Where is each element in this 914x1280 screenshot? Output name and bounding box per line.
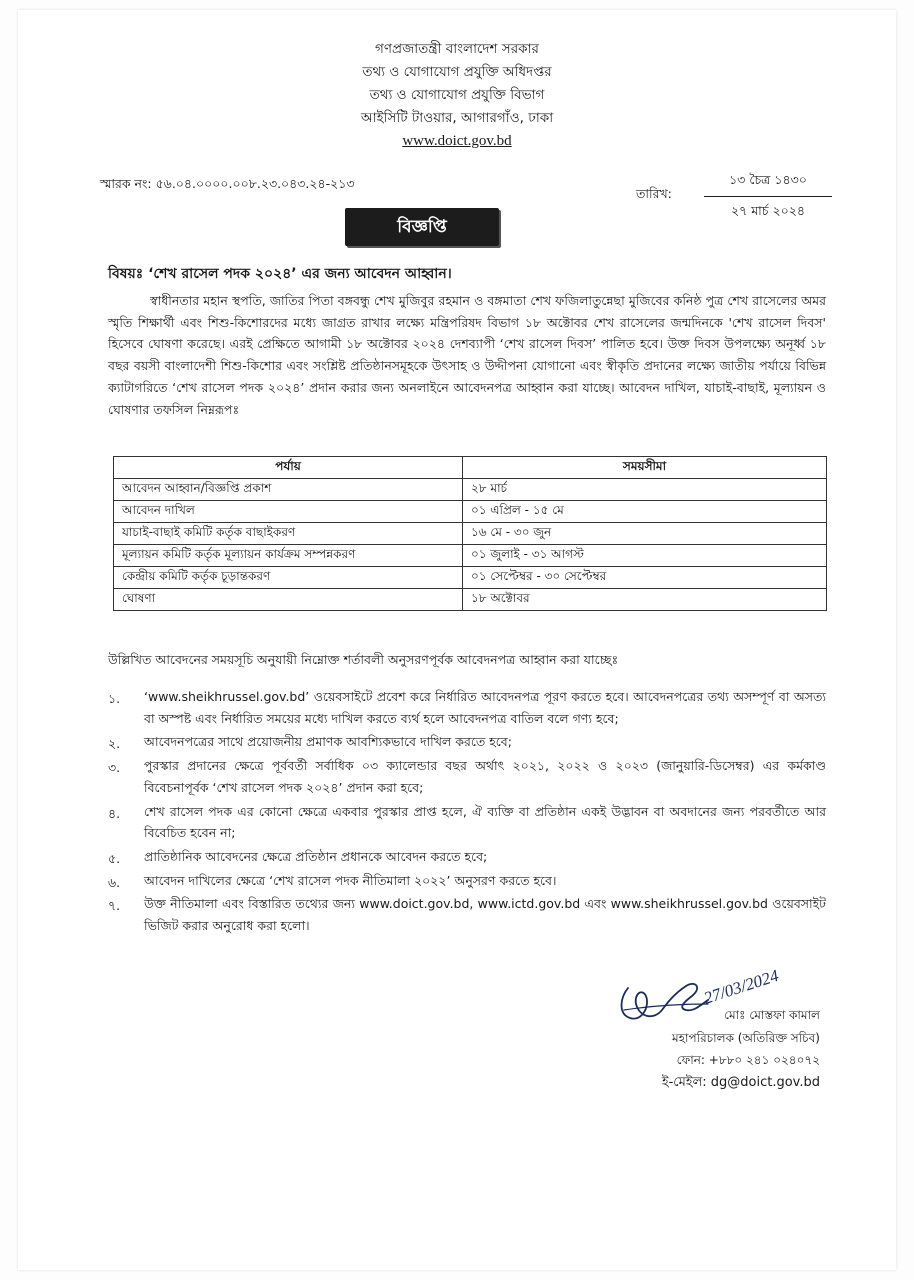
list-item bbox=[108, 870, 826, 892]
condition-text: ‘www.sheikhrussel.gov.bd’ ওয়েবসাইটে প্রবেশ করে নির্ধারিত আবেদনপত্র পূরণ করতে হবে। আবেদনপত্রের তথ্য অসম্পূর্ণ বা অসত্য বা অস্পষ্ট এবং নির্ধারিত সময়ের মধ্যে দাখিল করতে ব্যর্থ হলে আবেদনপত্র বাতিল বলে গণ্য হবে; bbox=[144, 689, 826, 726]
signature-date: 27/03/2024 bbox=[701, 965, 781, 1008]
letterhead-line-3: তথ্য ও যোগাযোগ প্রযুক্তি বিভাগ bbox=[369, 87, 545, 103]
table-row bbox=[114, 589, 827, 611]
date-bangla: ১৩ চৈত্র ১৪৩০ bbox=[704, 172, 832, 197]
table-row bbox=[114, 523, 827, 545]
condition-text: উক্ত নীতিমালা এবং বিস্তারিত তথ্যের জন্য www.doict.gov.bd, www.ictd.gov.bd এবং www.sheikhrussel.gov.bd ওয়েবসাইট ভিজিট করার অনুরোধ করা হলো। bbox=[144, 896, 826, 934]
list-item bbox=[108, 846, 826, 868]
table-row bbox=[114, 501, 827, 523]
schedule-phase-cell: ঘোষণা bbox=[114, 589, 463, 611]
list-item bbox=[108, 686, 826, 729]
body-paragraph: স্বাধীনতার মহান স্থপতি, জাতির পিতা বঙ্গবন্ধু শেখ মুজিবুর রহমান ও বঙ্গমাতা শেখ ফজিলাতুন্নেছা মুজিবের কনিষ্ঠ পুত্র শেখ রাসেলের অমর স্মৃতি শিক্ষার্থী এবং শিশু-কিশোরদের মধ্যে জাগ্রত রাখার লক্ষ্যে মন্ত্রিপরিষদ বিভাগ ১৮ অক্টোবর শেখ রাসেলের জন্মদিনকে 'শেখ রাসেল দিবস' হিসেবে ঘোষণা করেছে। এরই প্রেক্ষিতে আগামী ১৮ অক্টোবর ২০২৪ দেশব্যাপী ‘শেখ রাসেল দিবস’ পালিত হবে। উক্ত দিবস উপলক্ষ্যে অনূর্ধ্ব ১৮ বছর বয়সী বাংলাদেশী শিশু-কিশোর এবং সংশ্লিষ্ট প্রতিষ্ঠানসমূহকে উৎসাহ ও উদ্দীপনা যোগানো এবং স্বীকৃতি প্রদানের লক্ষ্যে জাতীয় পর্যায়ে বিভিন্ন ক্যাটাগরিতে ‘শেখ রাসেল পদক ২০২৪’ প্রদান করার জন্য অনলাইনে আবেদনপত্র আহ্বান করা যাচ্ছে। আবেদন দাখিল, যাচাই-বাছাই, মূল্যায়ন ও ঘোষণার তফসিল নিম্নরূপঃ bbox=[108, 293, 826, 417]
letterhead bbox=[0, 38, 914, 153]
list-item bbox=[108, 801, 826, 844]
letterhead-url: www.doict.gov.bd bbox=[402, 133, 512, 149]
schedule-deadline-cell: ০১ জুলাই - ৩১ আগস্ট bbox=[463, 545, 827, 567]
schedule-header-row bbox=[114, 457, 827, 479]
condition-number: ৫. bbox=[108, 850, 121, 866]
schedule-deadline-cell: ১৬ মে - ৩০ জুন bbox=[463, 523, 827, 545]
schedule-table bbox=[113, 456, 827, 611]
notice-title-badge: বিজ্ঞপ্তি bbox=[345, 208, 499, 246]
condition-text: পুরস্কার প্রদানের ক্ষেত্রে পূর্ববর্তী সর্বাধিক ০৩ ক্যালেন্ডার বছর অর্থাৎ ২০২১, ২০২২ ও ২০২৩ (জানুয়ারি-ডিসেম্বর) এর কর্মকাণ্ড বিবেচনাপূর্বক ‘শেখ রাসেল পদক ২০২৪’ প্রদান করা হবে; bbox=[144, 758, 826, 795]
schedule-phase-cell: আবেদন আহ্বান/বিজ্ঞপ্তি প্রকাশ bbox=[114, 479, 463, 501]
list-item bbox=[108, 893, 826, 936]
table-row bbox=[114, 545, 827, 567]
signatory-phone: ফোন: +৮৮০ ২৪১ ০২৪০৭২ bbox=[676, 1053, 820, 1067]
condition-number: ২. bbox=[108, 736, 121, 752]
table-row bbox=[114, 479, 827, 501]
schedule-phase-cell: মূল্যায়ন কমিটি কর্তৃক মূল্যায়ন কার্যক্রম সম্পন্নকরণ bbox=[114, 545, 463, 567]
condition-number: ৭. bbox=[108, 898, 121, 914]
condition-text: আবেদনপত্রের সাথে প্রয়োজনীয় প্রমাণক আবশ্যিকভাবে দাখিল করতে হবে; bbox=[144, 734, 512, 750]
schedule-header-deadline: সময়সীমা bbox=[463, 457, 827, 479]
table-row bbox=[114, 567, 827, 589]
letterhead-line-1: গণপ্রজাতন্ত্রী বাংলাদেশ সরকার bbox=[375, 41, 539, 57]
condition-number: ১. bbox=[108, 691, 121, 706]
signatory-name: মোঃ মোস্তফা কামাল bbox=[724, 1008, 820, 1022]
signatory-block bbox=[620, 1004, 820, 1094]
list-item bbox=[108, 731, 826, 753]
condition-number: ৬. bbox=[108, 874, 121, 890]
date-english: ২৭ মার্চ ২০২৪ bbox=[730, 203, 805, 218]
condition-number: ৩. bbox=[108, 760, 121, 776]
schedule-phase-cell: আবেদন দাখিল bbox=[114, 501, 463, 523]
condition-text: শেখ রাসেল পদক এর কোনো ক্ষেত্রে একবার পুরস্কার প্রাপ্ত হলে, ঐ ব্যক্তি বা প্রতিষ্ঠান একই উদ্ভাবন বা অবদানের জন্য পরবর্তীতে আর বিবেচিত হবেন না; bbox=[144, 803, 826, 841]
signatory-title: মহাপরিচালক (অতিরিক্ত সচিব) bbox=[672, 1030, 820, 1045]
letterhead-line-4: আইসিটি টাওয়ার, আগারগাঁও, ঢাকা bbox=[360, 110, 554, 126]
schedule-deadline-cell: ২৮ মার্চ bbox=[463, 479, 827, 501]
schedule-deadline-cell: ০১ সেপ্টেম্বর - ৩০ সেপ্টেম্বর bbox=[463, 567, 827, 589]
condition-number: ৪. bbox=[108, 805, 121, 821]
date-label: তারিখ: bbox=[636, 186, 672, 201]
schedule-phase-cell: যাচাই-বাছাই কমিটি কর্তৃক বাছাইকরণ bbox=[114, 523, 463, 545]
condition-text: আবেদন দাখিলের ক্ষেত্রে ‘শেখ রাসেল পদক নীতিমালা ২০২২’ অনুসরণ করতে হবে। bbox=[144, 872, 557, 888]
subject-line: বিষয়ঃ ‘শেখ রাসেল পদক ২০২৪’ এর জন্য আবেদন আহ্বান। bbox=[108, 266, 452, 282]
schedule-deadline-cell: ০১ এপ্রিল - ১৫ মে bbox=[463, 501, 827, 523]
date-block bbox=[704, 172, 832, 223]
schedule-phase-cell: কেন্দ্রীয় কমিটি কর্তৃক চূড়ান্তকরণ bbox=[114, 567, 463, 589]
conditions-list bbox=[108, 686, 826, 939]
schedule-header-phase: পর্যায় bbox=[114, 457, 463, 479]
condition-text: প্রাতিষ্ঠানিক আবেদনের ক্ষেত্রে প্রতিষ্ঠান প্রধানকে আবেদন করতে হবে; bbox=[144, 848, 488, 864]
letterhead-line-2: তথ্য ও যোগাযোগ প্রযুক্তি অধিদপ্তর bbox=[362, 64, 552, 80]
schedule-deadline-cell: ১৮ অক্টোবর bbox=[463, 589, 827, 611]
signatory-email: ই-মেইল: dg@doict.gov.bd bbox=[661, 1074, 820, 1090]
list-item bbox=[108, 755, 826, 798]
conditions-intro: উল্লিখিত আবেদনের সময়সূচি অনুযায়ী নিম্নোক্ত শর্তাবলী অনুসরণপূর্বক আবেদনপত্র আহ্বান করা যাচ্ছেঃ bbox=[108, 652, 619, 667]
memo-number: স্মারক নং: ৫৬.০৪.০০০০.০০৮.২৩.০৪৩.২৪-২১৩ bbox=[100, 176, 355, 191]
